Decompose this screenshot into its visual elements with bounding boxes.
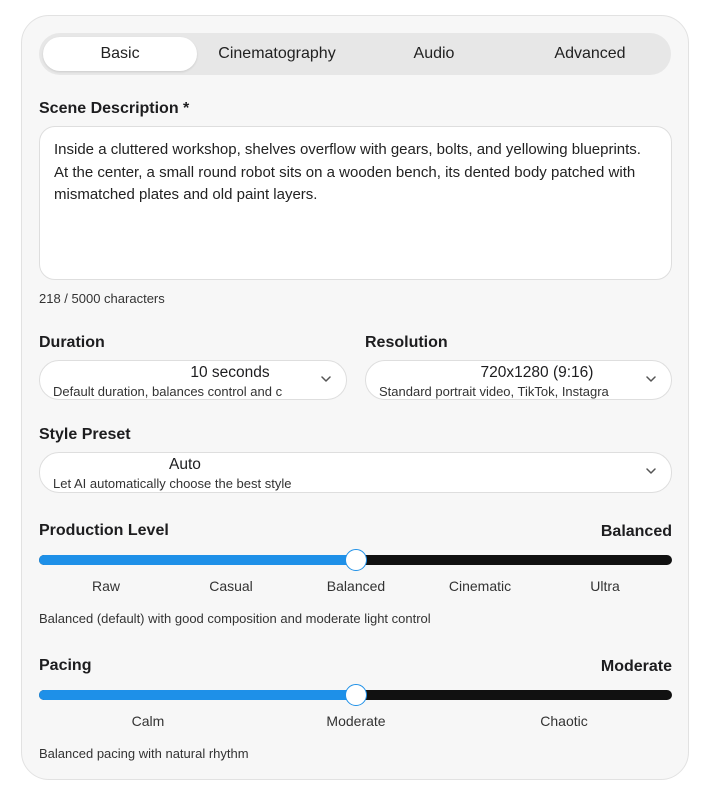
scene-description-input[interactable]: Inside a cluttered workshop, shelves overflow with gears, bolts, and yellowing blueprints. At the center, a small round robot sits on a wooden bench, its dented body patched with mismatched plates and old paint layers. [39,126,672,280]
duration-label: Duration [39,334,105,351]
production-tick-raw[interactable]: Raw [91,578,121,594]
resolution-description: Standard portrait video, TikTok, Instagra [379,384,609,399]
chevron-down-icon [645,465,657,477]
tab-basic[interactable]: Basic [43,37,197,71]
style-preset-label: Style Preset [39,426,131,443]
production-level-thumb[interactable] [345,549,367,571]
pacing-fill [39,690,356,700]
resolution-value: 720x1280 (9:16) [480,364,594,381]
production-level-label: Production Level [39,522,169,539]
production-tick-ultra[interactable]: Ultra [590,578,620,594]
tab-audio[interactable]: Audio [413,45,455,62]
chevron-down-icon [320,373,332,385]
production-level-value: Balanced [600,523,672,540]
pacing-thumb[interactable] [345,684,367,706]
pacing-tick-chaotic[interactable]: Chaotic [540,713,588,729]
duration-description: Default duration, balances control and c [53,384,283,399]
production-level-fill [39,555,356,565]
character-counter: 218 / 5000 characters [39,291,165,306]
style-preset-value: Auto [169,456,201,473]
pacing-description: Balanced pacing with natural rhythm [39,746,249,761]
pacing-tick-calm[interactable]: Calm [131,713,165,729]
pacing-value: Moderate [600,658,672,675]
tab-advanced[interactable]: Advanced [554,45,626,62]
pacing-tick-moderate[interactable]: Moderate [326,713,386,729]
production-tick-cinematic[interactable]: Cinematic [448,578,512,594]
style-preset-select[interactable] [39,452,672,493]
production-level-slider[interactable] [39,555,672,565]
production-tick-casual[interactable]: Casual [209,578,253,594]
tab-cinematography[interactable]: Cinematography [218,45,336,62]
pacing-slider[interactable] [39,690,672,700]
pacing-label: Pacing [39,657,92,674]
duration-select[interactable] [39,360,347,400]
style-preset-description: Let AI automatically choose the best style [53,476,292,491]
tab-bar [39,33,671,75]
production-level-description: Balanced (default) with good composition and moderate light control [39,611,431,626]
duration-value: 10 seconds [190,364,270,381]
chevron-down-icon [645,373,657,385]
resolution-select[interactable] [365,360,672,400]
production-tick-balanced[interactable]: Balanced [326,578,386,594]
scene-description-label: Scene Description * [39,100,190,117]
resolution-label: Resolution [365,334,448,351]
